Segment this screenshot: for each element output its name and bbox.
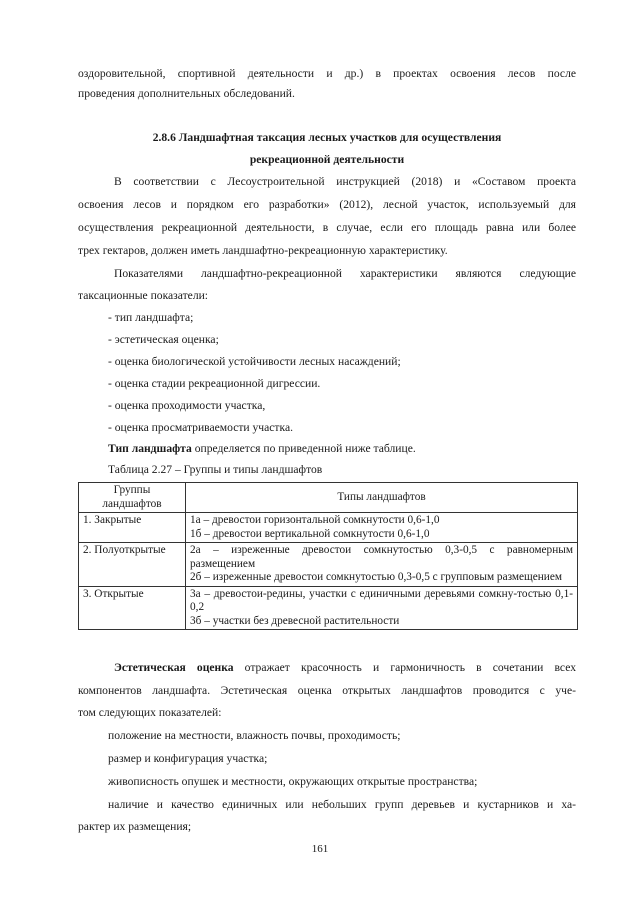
- aesthetic-item: положение на местности, влажность почвы, проходимость;: [108, 729, 401, 742]
- aesthetic-term: Эстетическая оценка: [114, 661, 234, 674]
- indicator-item: - оценка биологической устойчивости лесных насаждений;: [108, 355, 401, 368]
- group-cell: 1. Закрытые: [79, 513, 186, 543]
- intro-line-1: оздоровительной, спортивной деятельности и др.) в проектах освоения лесов после: [78, 67, 576, 80]
- aesthetic-item: живописность опушек и местности, окружающих открытые пространства;: [108, 775, 478, 788]
- landscape-groups-table: [78, 482, 578, 630]
- landscape-type-term: Тип ландшафта: [108, 442, 192, 455]
- group-cell: 2. Полуоткрытые: [79, 543, 186, 587]
- indicator-item: - оценка проходимости участка,: [108, 399, 266, 412]
- aesthetic-line-3: том следующих показателей:: [78, 706, 222, 719]
- para2-line-2: таксационные показатели:: [78, 289, 209, 302]
- type-item: 2б – изреженные древостои сомкнутостью 0,3-0,5 с групповым размещением: [190, 571, 563, 583]
- landscape-type-rest: определяется по приведенной ниже таблице.: [191, 442, 416, 455]
- para1-line-4: трех гектаров, должен иметь ландшафтно-рекреационную характеристику.: [78, 244, 448, 257]
- header-groups: [79, 483, 186, 513]
- group-cell: 3. Открытые: [79, 586, 186, 630]
- type-item: 1а – древостои горизонтальной сомкнутости 0,6-1,0: [190, 514, 440, 526]
- indicator-item: - оценка стадии рекреационной дигрессии.: [108, 377, 321, 390]
- table-row: [79, 586, 578, 630]
- section-heading-line-1: 2.8.6 Ландшафтная таксация лесных участков для осуществления: [152, 131, 502, 144]
- intro-line-2: проведения дополнительных обследований.: [78, 87, 295, 100]
- aesthetic-item-continued: рактер их размещения;: [78, 820, 192, 833]
- types-cell: [186, 513, 578, 543]
- para1-line-1: В соответствии с Лесоустроительной инструкцией (2018) и «Составом проекта: [114, 175, 576, 188]
- aesthetic-item: наличие и качество единичных или небольших групп деревьев и кустарников и ха-: [108, 798, 576, 811]
- types-cell: [186, 543, 578, 587]
- table-header-row: [79, 483, 578, 513]
- table-row: [79, 513, 578, 543]
- aesthetic-line-2: компонентов ландшафта. Эстетическая оценка открытых ландшафтов проводится с уче-: [78, 684, 576, 697]
- aesthetic-line-1-rest: отражает красочность и гармоничность в сочетании всех: [233, 661, 576, 674]
- indicator-item: - оценка просматриваемости участка.: [108, 421, 293, 434]
- para1-line-3: осуществления рекреационной деятельности, в случае, если его площадь равна или более: [78, 221, 576, 234]
- table-caption: Таблица 2.27 – Группы и типы ландшафтов: [108, 463, 323, 476]
- type-item: 3б – участки без древесной растительности: [190, 614, 400, 627]
- aesthetic-item: размер и конфигурация участка;: [108, 752, 268, 765]
- para2-line-1: Показателями ландшафтно-рекреационной характеристики являются следующие: [114, 267, 576, 280]
- page-number: 161: [311, 843, 329, 855]
- type-item: 1б – древостои вертикальной сомкнутости 0,6-1,0: [190, 527, 430, 540]
- table-row: [79, 543, 578, 587]
- header-groups-line-2: ландшафтов: [102, 497, 162, 510]
- header-groups-line-1: Группы: [113, 484, 151, 496]
- landscape-type-sentence: [108, 441, 576, 456]
- types-cell: [186, 586, 578, 630]
- indicator-item: - эстетическая оценка;: [108, 333, 219, 346]
- indicator-item: - тип ландшафта;: [108, 311, 194, 324]
- type-item: 2а – изреженные древостои сомкнутостью 0,3-0,5 с равномерным размещением: [190, 544, 573, 570]
- section-heading-line-2: рекреационной деятельности: [249, 153, 405, 166]
- aesthetic-line-1: [114, 660, 576, 675]
- para1-line-2: освоения лесов и порядком его разработки» (2012), лесной участок, используемый для: [78, 198, 576, 211]
- header-types: Типы ландшафтов: [186, 483, 578, 513]
- type-item: 3а – древостои-редины, участки с единичными деревьями сомкну-тостью 0,1-0,2: [190, 587, 573, 613]
